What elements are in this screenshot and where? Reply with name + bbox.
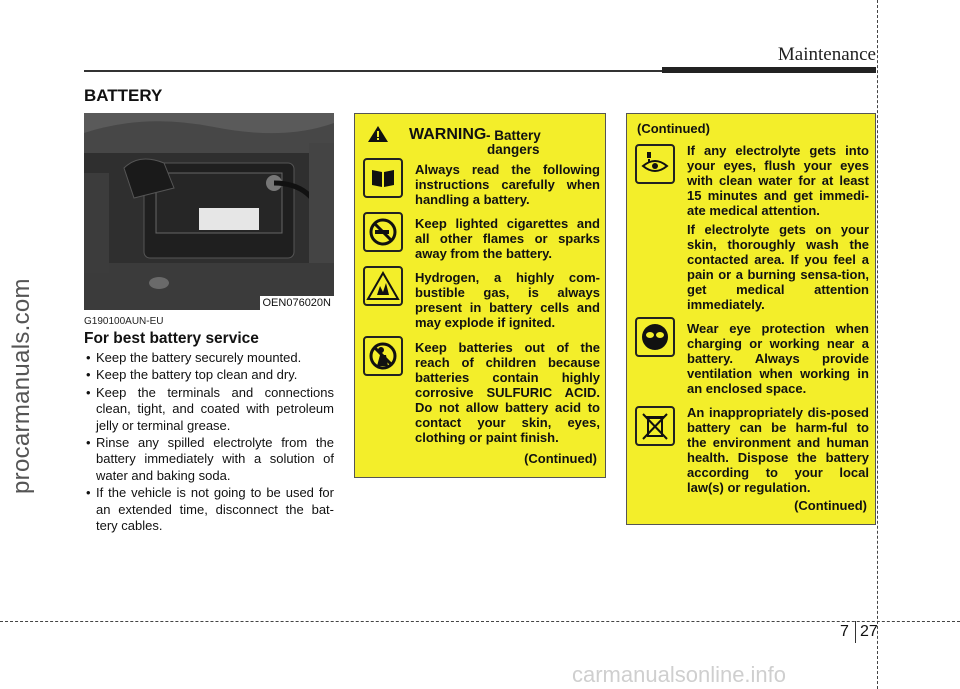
warning-box (354, 113, 606, 478)
warning-item-text: An inappropriately dis-posed battery can be harm-ful to the environment and human health. Dispose the battery according to your local law(s) or regulation. (687, 405, 869, 495)
continued-label: (Continued) (794, 498, 867, 513)
list-item-text: Keep the battery top clean and dry. (96, 367, 298, 383)
list-item (84, 385, 334, 434)
bullet-dot: • (86, 367, 91, 383)
reference-code: G190100AUN-EU (84, 316, 164, 327)
warning-item-text: If any electrolyte gets into your eyes, flush your eyes with clean water for at least 15 minutes and get immedi-ate medical attention. (687, 143, 869, 218)
warning-item-text: Wear eye protection when charging or working near a battery. Always provide ventilation when working in an enclosed space. (687, 321, 869, 396)
section-title: Maintenance (777, 44, 876, 65)
list-item-text: Keep the battery securely mounted. (96, 350, 302, 365)
chapter-number: 7 (840, 623, 849, 640)
side-watermark-text: procarmanuals.com (8, 278, 35, 494)
bullet-dot: • (86, 350, 91, 365)
page-number-divider (855, 621, 856, 643)
continued-label: (Continued) (524, 451, 597, 466)
warning-item-text: Keep lighted cigarettes and all other flames or sparks away from the battery. (415, 216, 600, 261)
page-fold-line-vertical (877, 0, 878, 689)
warning-box-continued (626, 113, 876, 525)
bottom-watermark: carmanualsonline.info (572, 662, 787, 687)
header-rule-accent (662, 67, 876, 73)
book-icon (363, 158, 403, 198)
warning-item-text: If electrolyte gets on your skin, thoroughly wash the contacted area. If you feel a pain or a burning sensa-tion, get medical attention immediately. (687, 222, 869, 312)
list-item-text: Rinse any spilled electrolyte from the battery immediately with a solution of water and baking soda. (96, 435, 334, 483)
page-title: BATTERY (84, 86, 163, 105)
keep-children-away-icon (363, 336, 403, 376)
list-item-text: Keep the terminals and connections clean, tight, and coated with petroleum jelly or terminal grease. (96, 384, 334, 433)
bullet-dot: • (86, 384, 91, 400)
eye-protection-icon (635, 317, 675, 357)
warning-item-text: Always read the following instructions carefully when handling a battery. (415, 162, 600, 207)
no-smoking-icon (363, 212, 403, 252)
list-item (84, 367, 334, 383)
header-rule (84, 70, 662, 72)
page-number: 27 (860, 623, 878, 640)
crossed-bin-icon (635, 406, 675, 446)
warning-item-text: Keep batteries out of the reach of children because batteries contain highly corrosive SULFURIC ACID. Do not allow battery acid to contact your skin, eyes, clothing or paint finish. (415, 340, 600, 445)
battery-photo-illustration (84, 113, 334, 310)
list-item (84, 350, 334, 366)
side-watermark (4, 240, 34, 500)
eye-rinse-icon (635, 144, 675, 184)
warning-item-text: Hydrogen, a highly com-bustible gas, is always present in battery cells and may explode if ignited. (415, 270, 600, 330)
engine-bay-photo (84, 113, 334, 310)
page-fold-line (0, 621, 960, 622)
warning-title: WARNING (409, 126, 487, 143)
list-item (84, 485, 334, 534)
service-tips-list (84, 350, 334, 535)
photo-code: OEN076020N (260, 296, 335, 310)
list-item-text: If the vehicle is not going to be used for an extended time, disconnect the bat-tery cables. (96, 485, 334, 534)
subheading: For best battery service (84, 330, 259, 347)
bullet-dot: • (86, 485, 91, 501)
list-item (84, 435, 334, 484)
warning-subtitle-1: - Battery (486, 128, 541, 143)
explosion-icon (363, 266, 403, 306)
continued-heading: (Continued) (637, 121, 710, 136)
warning-subtitle-2: dangers (487, 142, 540, 157)
warning-header (369, 126, 599, 166)
bullet-dot: • (86, 435, 91, 451)
